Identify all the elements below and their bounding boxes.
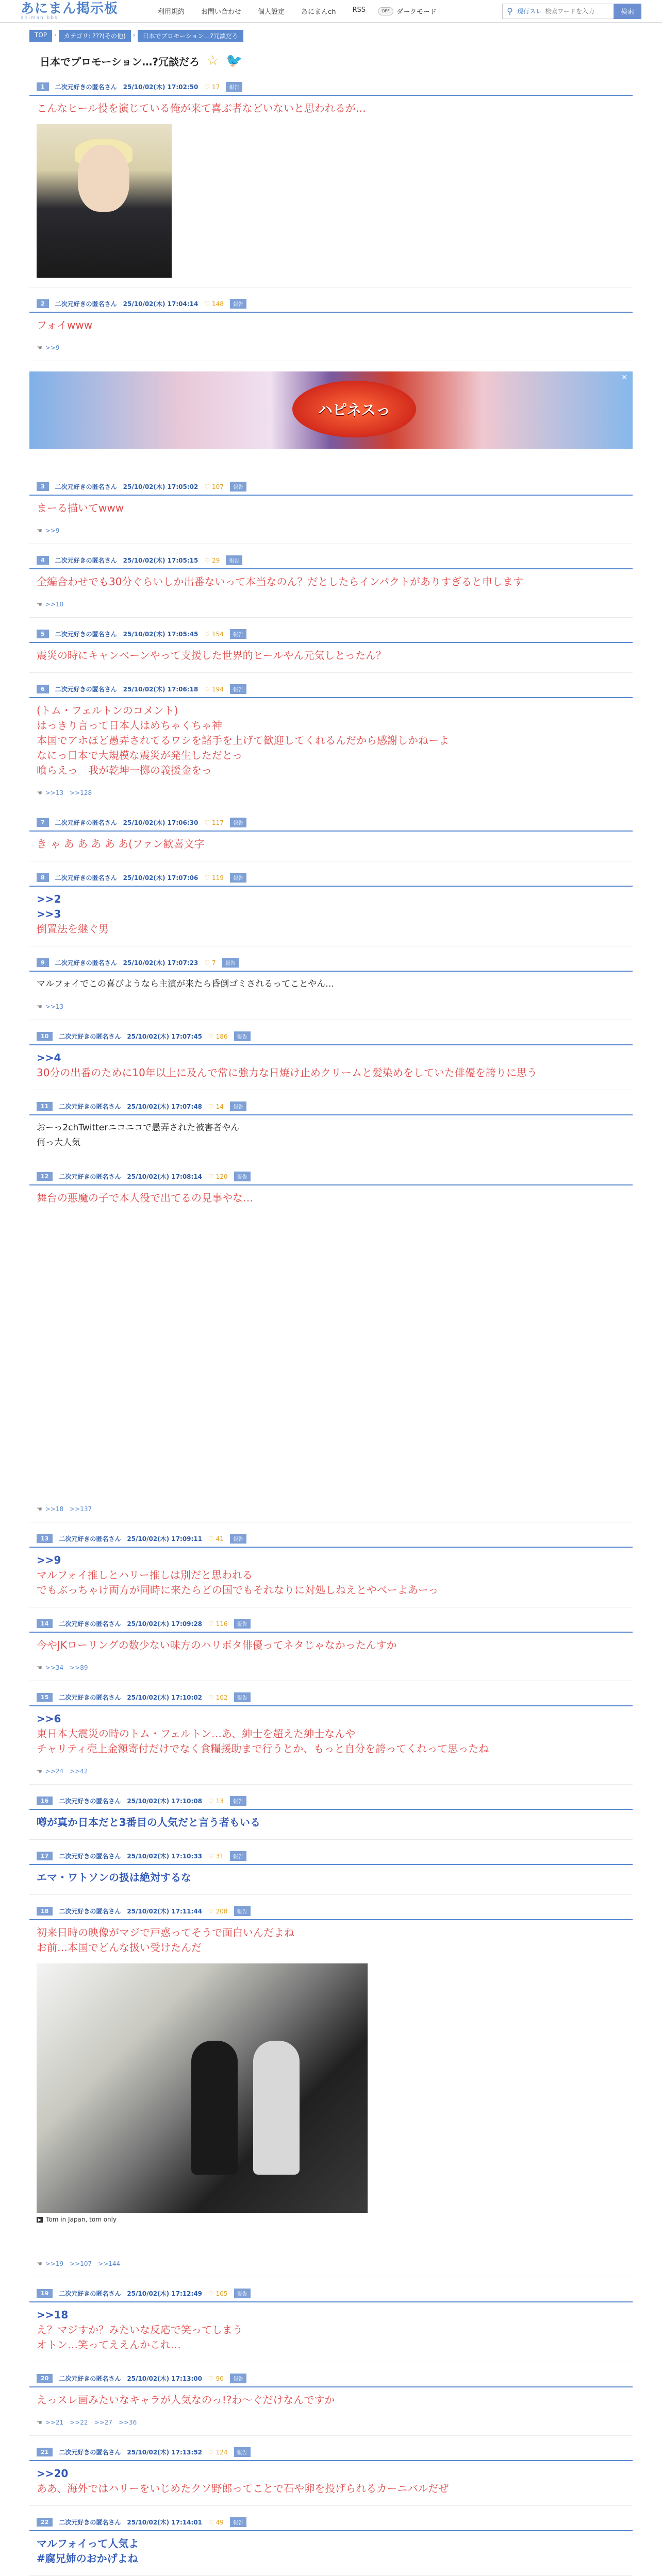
post-number[interactable]: 17	[37, 1852, 53, 1860]
site-logo[interactable]	[21, 2, 150, 21]
post-18	[29, 1904, 633, 2277]
banner-title: ハピネスっ	[292, 381, 416, 437]
report-button[interactable]: 報告	[230, 873, 246, 883]
dark-mode-label: ダークモード	[396, 8, 437, 16]
post-date: 25/10/02(木) 17:07:45	[127, 1033, 203, 1040]
post-text-line: 倒置法を継ぐ男	[37, 923, 109, 935]
post-header	[29, 480, 633, 496]
reply-link[interactable]: >>27	[94, 2419, 112, 2426]
dark-mode-toggle[interactable]	[378, 6, 436, 16]
poster-name: 二次元好きの匿名さん	[59, 1103, 121, 1110]
report-button[interactable]: 報告	[234, 1692, 251, 1702]
post-number[interactable]: 18	[37, 1907, 53, 1916]
post-10	[29, 1029, 633, 1090]
poster-name: 二次元好きの匿名さん	[55, 959, 117, 967]
reply-link[interactable]: >>137	[70, 1505, 92, 1513]
logo-sub: animan bbs	[21, 15, 58, 21]
post-date: 25/10/02(木) 17:05:02	[123, 483, 198, 490]
post-number[interactable]: 21	[37, 2448, 53, 2456]
post-number[interactable]: 10	[37, 1032, 53, 1041]
post-header	[29, 1532, 633, 1548]
reply-hand-icon: ☚	[37, 2260, 42, 2267]
post-text-line: き ゃ あ あ あ あ あ(ファン歓喜文字	[37, 838, 205, 850]
report-button[interactable]: 報告	[230, 299, 246, 309]
reply-list	[29, 516, 633, 534]
report-button[interactable]: 報告	[234, 1031, 251, 1041]
reply-link[interactable]: >>21	[45, 2419, 64, 2426]
like-count[interactable]: ♡ 117	[204, 819, 224, 826]
post-body	[29, 972, 633, 992]
reply-link[interactable]: >>13	[45, 789, 64, 796]
post-text-line: 舞台の悪魔の子で本人役で出てるの見事やな…	[37, 1192, 253, 1204]
post-number[interactable]: 14	[37, 1619, 53, 1628]
like-count[interactable]: ♡ 90	[208, 2375, 224, 2382]
report-button[interactable]: 報告	[234, 1619, 251, 1629]
reply-hand-icon: ☚	[37, 2419, 42, 2426]
post-header	[29, 2371, 633, 2387]
post-number[interactable]: 7	[37, 818, 49, 827]
post-body	[29, 1045, 633, 1080]
poster-name: 二次元好きの匿名さん	[59, 1694, 121, 1701]
post-date: 25/10/02(木) 17:06:18	[123, 686, 198, 693]
post-date: 25/10/02(木) 17:06:30	[123, 819, 198, 826]
like-count[interactable]: ♡ 29	[204, 556, 220, 564]
post-text-line: 噂が真か日本だと3番目の人気だと言う者もいる	[37, 1816, 260, 1828]
reply-anchor-link[interactable]: >>4	[37, 1052, 61, 1064]
video-caption[interactable]	[29, 2213, 633, 2223]
post-header	[29, 816, 633, 832]
post-date: 25/10/02(木) 17:09:28	[127, 1620, 203, 1628]
main-content	[19, 23, 643, 2576]
search-button[interactable]: 検索	[614, 4, 641, 19]
reply-link[interactable]: >>24	[45, 1768, 64, 1775]
reply-hand-icon: ☚	[37, 1003, 42, 1010]
post-16	[29, 1794, 633, 1840]
post-header	[29, 297, 633, 313]
post-header	[29, 1690, 633, 1706]
post-number[interactable]: 19	[37, 2289, 53, 2298]
like-count[interactable]: ♡ 186	[208, 1032, 228, 1040]
reply-link[interactable]: >>107	[70, 2260, 92, 2267]
reply-link[interactable]: >>144	[98, 2260, 121, 2267]
search-input[interactable]	[545, 8, 614, 15]
post-text-line: 東日本大震災の時のトム・フェルトン…あ、紳士を超えた紳士なんや	[37, 1727, 356, 1740]
post-date: 25/10/02(木) 17:14:01	[127, 2519, 203, 2526]
post-5	[29, 627, 633, 673]
report-button[interactable]: 報告	[234, 2289, 251, 2298]
post-17	[29, 1849, 633, 1895]
reply-anchor-link[interactable]: >>3	[37, 908, 61, 920]
post-header	[29, 1904, 633, 1920]
post-body	[29, 1810, 633, 1830]
post-date: 25/10/02(木) 17:07:06	[123, 874, 198, 882]
post-number[interactable]: 5	[37, 630, 49, 638]
post-21	[29, 2445, 633, 2506]
post-date: 25/10/02(木) 17:13:52	[127, 2449, 203, 2456]
poster-name: 二次元好きの匿名さん	[59, 2290, 121, 2297]
post-date: 25/10/02(木) 17:04:14	[123, 300, 198, 308]
ad-banner[interactable]	[29, 371, 633, 449]
post-text-line: マルフォイ推しとハリー推しは別だと思われる	[37, 1569, 253, 1581]
post-date: 25/10/02(木) 17:08:14	[127, 1173, 203, 1180]
reply-list	[29, 333, 633, 351]
crumb-separator: ›	[133, 31, 136, 39]
poster-name: 二次元好きの匿名さん	[59, 1535, 121, 1543]
post-header	[29, 627, 633, 643]
post-date: 25/10/02(木) 17:11:44	[127, 1908, 203, 1915]
post-8	[29, 871, 633, 946]
report-button[interactable]: 報告	[234, 1906, 251, 1916]
poster-name: 二次元好きの匿名さん	[55, 874, 117, 882]
post-header	[29, 1617, 633, 1633]
post-number[interactable]: 20	[37, 2374, 53, 2383]
post-body	[29, 2302, 633, 2352]
post-video-thumbnail[interactable]	[37, 1963, 368, 2213]
post-4	[29, 553, 633, 618]
post-14	[29, 1617, 633, 1681]
report-button[interactable]: 報告	[226, 555, 242, 565]
reply-link[interactable]: >>89	[70, 1664, 88, 1671]
post-text-line: 震災の時にキャンペーンやって支援した世界的ヒールやん元気しとったん？	[37, 649, 386, 662]
reply-link[interactable]: >>9	[45, 344, 60, 351]
breadcrumb	[29, 23, 633, 42]
post-body	[29, 1548, 633, 1598]
post-text-line: #腐兄姉のおかげよね	[37, 2552, 138, 2565]
poster-name: 二次元好きの匿名さん	[59, 1798, 121, 1805]
post-body	[29, 1185, 633, 1206]
post-number[interactable]: 22	[37, 2518, 53, 2527]
poster-name: 二次元好きの匿名さん	[55, 300, 117, 308]
crumb-separator: ›	[54, 31, 57, 39]
favorite-star-icon[interactable]: ☆	[207, 53, 219, 69]
poster-name: 二次元好きの匿名さん	[59, 2449, 121, 2456]
post-header	[29, 1794, 633, 1810]
post-header	[29, 682, 633, 698]
reply-list	[29, 992, 633, 1010]
reply-anchor-link[interactable]: >>20	[37, 2467, 69, 2480]
report-button[interactable]: 報告	[234, 1172, 251, 1181]
post-7	[29, 816, 633, 861]
reply-link[interactable]: >>13	[45, 1003, 64, 1010]
report-button[interactable]: 報告	[230, 629, 246, 639]
post-date: 25/10/02(木) 17:12:49	[127, 2290, 203, 2297]
toggle-switch[interactable]: OFF	[378, 7, 393, 15]
poster-name: 二次元好きの匿名さん	[55, 483, 117, 490]
like-count[interactable]: ♡ 194	[204, 685, 224, 693]
search-keyword-label[interactable]: 現行スレ	[517, 8, 542, 15]
post-number[interactable]: 11	[37, 1102, 53, 1111]
report-button[interactable]: 報告	[230, 818, 246, 827]
post-body	[29, 1115, 633, 1150]
like-count[interactable]: ♡ 208	[208, 1907, 228, 1915]
crumb-top[interactable]: TOP	[29, 30, 52, 42]
like-count[interactable]: ♡ 14	[208, 1103, 224, 1110]
post-number[interactable]: 1	[37, 82, 49, 91]
reply-anchor-link[interactable]: >>9	[37, 1554, 61, 1566]
post-body	[29, 643, 633, 663]
nav-rss[interactable]: RSS	[352, 6, 366, 14]
reply-link[interactable]: >>19	[45, 2260, 64, 2267]
figure-shape	[253, 2041, 300, 2175]
post-number[interactable]: 3	[37, 482, 49, 491]
poster-name: 二次元好きの匿名さん	[59, 1173, 121, 1180]
post-number[interactable]: 8	[37, 873, 49, 882]
report-button[interactable]: 報告	[230, 1534, 246, 1544]
post-number[interactable]: 6	[37, 685, 49, 693]
post-9	[29, 956, 633, 1020]
post-body	[29, 2461, 633, 2496]
post-header	[29, 956, 633, 972]
post-text-line: チャリティ売上金額寄付だけでなく食糧援助まで行うとか、もっと自分を誇ってくれって思ったね	[37, 1742, 489, 1755]
post-number[interactable]: 9	[37, 958, 49, 967]
report-button[interactable]: 報告	[230, 482, 246, 492]
post-date: 25/10/02(木) 17:10:33	[127, 1853, 203, 1860]
post-text-line: 30分の出番のために10年以上に及んで常に強力な日焼け止めクリームと髪染めをしていた俳優を誇りに思う	[37, 1066, 537, 1079]
post-body	[29, 698, 633, 778]
like-count[interactable]: ♡ 17	[204, 83, 220, 91]
post-body	[29, 313, 633, 333]
reply-link[interactable]: >>128	[70, 789, 92, 796]
post-image[interactable]	[37, 124, 172, 278]
like-count[interactable]: ♡ 7	[204, 959, 216, 967]
report-button[interactable]: 報告	[230, 1101, 246, 1111]
poster-name: 二次元好きの匿名さん	[59, 1908, 121, 1915]
reply-link[interactable]: >>22	[70, 2419, 88, 2426]
reply-hand-icon: ☚	[37, 1664, 42, 1671]
post-text-line: フォイwww	[37, 319, 93, 331]
post-body	[29, 496, 633, 516]
nav-terms[interactable]: 利用規約	[158, 8, 185, 16]
crumb-category[interactable]: カテゴリ: ???(その他)	[59, 30, 131, 42]
twitter-share-icon[interactable]: 🐦	[226, 53, 243, 69]
like-count[interactable]: ♡ 154	[204, 630, 224, 638]
image-face-shape	[78, 145, 129, 212]
post-text-line: オトン…笑ってええんかこれ…	[37, 2338, 181, 2351]
post-body	[29, 1920, 633, 1955]
post-text-line: おーっ2chTwitterニコニコで愚弄された被害者やん	[37, 1123, 240, 1133]
report-button[interactable]: 報告	[222, 958, 239, 968]
reply-link[interactable]: >>42	[70, 1768, 88, 1775]
post-text-line: (トム・フェルトンのコメント)	[37, 704, 178, 717]
post-text-line: なにっ日本で大規模な震災が発生しただとっ	[37, 749, 243, 761]
reply-list	[29, 2249, 633, 2267]
report-button[interactable]: 報告	[230, 684, 246, 694]
like-count[interactable]: ♡ 31	[208, 1852, 224, 1860]
like-count[interactable]: ♡ 148	[204, 300, 224, 308]
post-12	[29, 1170, 633, 1522]
post-body	[29, 1706, 633, 1756]
like-count[interactable]: ♡ 119	[204, 874, 224, 882]
post-22	[29, 2515, 633, 2576]
poster-name: 二次元好きの匿名さん	[55, 557, 117, 564]
post-text-line: 全編合わせでも30分ぐらいしか出番ないって本当なのん？だとしたらインパクトがありすぎると申します	[37, 575, 524, 588]
reply-hand-icon: ☚	[37, 1505, 42, 1513]
post-date: 25/10/02(木) 17:05:15	[123, 557, 198, 564]
figure-shape	[191, 2041, 238, 2175]
report-button[interactable]: 報告	[230, 2517, 246, 2527]
reply-hand-icon: ☚	[37, 1768, 42, 1775]
nav-settings[interactable]: 個人設定	[258, 8, 285, 16]
poster-name: 二次元好きの匿名さん	[59, 2519, 121, 2526]
post-text-line: 本国でアホほど愚弄されてるワシを諸手を上げて歓迎してくれるんだから感謝しかねーよ	[37, 734, 449, 747]
page-title: 日本でプロモーション…?冗談だろ	[40, 55, 200, 68]
reply-link[interactable]: >>10	[45, 601, 64, 608]
post-header	[29, 2286, 633, 2302]
post-header	[29, 2515, 633, 2531]
poster-name: 二次元好きの匿名さん	[55, 631, 117, 638]
post-number[interactable]: 4	[37, 556, 49, 565]
post-date: 25/10/02(木) 17:13:00	[127, 2375, 203, 2382]
reply-anchor-link[interactable]: >>2	[37, 893, 61, 905]
logo-main: あにまん掲示板	[21, 1, 119, 16]
poster-name: 二次元好きの匿名さん	[59, 2375, 121, 2382]
nav-animanch[interactable]: あにまんch	[301, 8, 336, 16]
search-icon: ⚲	[507, 6, 513, 16]
thread-title-row	[40, 53, 633, 69]
post-text-line: でもぶっちゃけ両方が同時に来たらどの国でもそれなりに対処しねえとやべーよあーっ	[37, 1584, 439, 1596]
post-text-line: 初来日時の映像がマジで戸惑ってそうで面白いんだよね	[37, 1926, 294, 1939]
poster-name: 二次元好きの匿名さん	[55, 819, 117, 826]
post-text-line: 何っ大人気	[37, 1138, 80, 1148]
post-text-line: え？マジすか？みたいな反応で笑ってしまう	[37, 2324, 243, 2336]
reply-hand-icon: ☚	[37, 601, 42, 608]
post-15	[29, 1690, 633, 1785]
post-text-line: マルフォイって人気よ	[37, 2537, 139, 2550]
post-body	[29, 1865, 633, 1885]
post-body	[29, 2387, 633, 2408]
post-number[interactable]: 15	[37, 1693, 53, 1702]
poster-name: 二次元好きの匿名さん	[59, 1853, 121, 1860]
crumb-thread[interactable]: 日本でプロモーション…?冗談だろ	[138, 30, 243, 42]
post-header	[29, 2445, 633, 2461]
post-6	[29, 682, 633, 806]
like-count[interactable]: ♡ 102	[208, 1693, 228, 1701]
like-count[interactable]: ♡ 120	[208, 1173, 228, 1180]
post-header	[29, 1029, 633, 1045]
post-body	[29, 1633, 633, 1653]
post-header	[29, 1849, 633, 1865]
reply-anchor-link[interactable]: >>18	[37, 2309, 69, 2321]
post-body	[29, 887, 633, 937]
post-header	[29, 871, 633, 887]
reply-link[interactable]: >>34	[45, 1664, 64, 1671]
post-date: 25/10/02(木) 17:10:08	[127, 1798, 203, 1805]
media-spacer	[29, 2223, 633, 2249]
site-header	[0, 0, 662, 23]
report-button[interactable]: 報告	[230, 1796, 246, 1806]
poster-name: 二次元好きの匿名さん	[59, 1033, 121, 1040]
post-header	[29, 80, 633, 96]
reply-list	[29, 589, 633, 608]
post-header	[29, 553, 633, 569]
reply-list	[29, 2408, 633, 2426]
reply-list	[29, 1756, 633, 1775]
post-11	[29, 1099, 633, 1160]
post-text-line: まーる描いてwww	[37, 502, 124, 514]
poster-name: 二次元好きの匿名さん	[55, 83, 117, 91]
like-count[interactable]: ♡ 107	[204, 483, 224, 490]
post-text-line: こんなヒール役を演じている俺が来て喜ぶ者などいないと思われるが…	[37, 102, 366, 114]
post-body	[29, 569, 633, 589]
report-button[interactable]: 報告	[230, 1851, 246, 1861]
post-date: 25/10/02(木) 17:09:11	[127, 1535, 203, 1543]
post-text-line: エマ・ワトソンの扱は絶対するな	[37, 1871, 191, 1884]
reply-hand-icon: ☚	[37, 527, 42, 534]
post-number[interactable]: 2	[37, 299, 49, 308]
reply-hand-icon: ☚	[37, 344, 42, 351]
like-count[interactable]: ♡ 41	[208, 1535, 224, 1543]
post-3	[29, 480, 633, 544]
post-number[interactable]: 16	[37, 1797, 53, 1805]
post-13	[29, 1532, 633, 1607]
nav-contact[interactable]: お問い合わせ	[201, 8, 242, 16]
video-caption-text: Tom in Japan, tom only	[46, 2216, 117, 2223]
reply-list	[29, 1494, 633, 1513]
post-body	[29, 832, 633, 852]
poster-name: 二次元好きの匿名さん	[59, 1620, 121, 1628]
post-text-line: はっきり言って日本人はめちゃくちゃ神	[37, 719, 222, 732]
post-20	[29, 2371, 633, 2436]
post-number[interactable]: 13	[37, 1534, 53, 1543]
like-count[interactable]: ♡ 105	[208, 2290, 228, 2297]
reply-link[interactable]: >>18	[45, 1505, 64, 1513]
post-1	[29, 80, 633, 287]
post-date: 25/10/02(木) 17:10:02	[127, 1694, 203, 1701]
post-body	[29, 96, 633, 116]
reply-link[interactable]: >>9	[45, 527, 60, 534]
reply-anchor-link[interactable]: >>6	[37, 1713, 61, 1725]
post-text-line: 喰らえっ 我が乾坤一擲の義援金をっ	[37, 764, 212, 776]
post-text-line: えっスレ画みたいなキャラが人気なのっ!?わ～ぐだけなんですか	[37, 2394, 335, 2406]
post-number[interactable]: 12	[37, 1172, 53, 1181]
like-count[interactable]: ♡ 13	[208, 1797, 224, 1805]
post-date: 25/10/02(木) 17:07:48	[127, 1103, 203, 1110]
reply-link[interactable]: >>36	[118, 2419, 137, 2426]
report-button[interactable]: 報告	[230, 2374, 246, 2383]
reply-hand-icon: ☚	[37, 789, 42, 796]
embedded-video-area[interactable]	[29, 1206, 633, 1494]
video-icon: ▶	[37, 2217, 43, 2223]
post-19	[29, 2286, 633, 2362]
post-list	[29, 80, 633, 2576]
post-body	[29, 2531, 633, 2566]
post-header	[29, 1099, 633, 1115]
post-text-line: お前…本国でどんな扱い受けたんだ	[37, 1941, 202, 1954]
poster-name: 二次元好きの匿名さん	[55, 686, 117, 693]
reply-list	[29, 1653, 633, 1671]
post-text-line: 今やJKローリングの数少ない味方のハリポタ俳優ってネタじゃなかったんすか	[37, 1639, 397, 1651]
post-text-line: マルフォイでこの喜びようなら主演が来たら昏倒ゴミされるってことやん…	[37, 979, 335, 989]
header-nav	[150, 6, 374, 16]
report-button[interactable]: 報告	[226, 82, 242, 92]
post-text-line: ああ、海外ではハリーをいじめたクソ野郎ってことで石や卵を投げられるカーニバルだぜ	[37, 2482, 449, 2495]
post-2	[29, 297, 633, 361]
post-header	[29, 1170, 633, 1185]
search-box	[502, 4, 641, 19]
close-icon[interactable]: ✕	[621, 374, 627, 382]
like-count[interactable]: ♡ 49	[208, 2518, 224, 2526]
post-date: 25/10/02(木) 17:02:50	[123, 83, 198, 91]
post-date: 25/10/02(木) 17:05:45	[123, 631, 198, 638]
report-button[interactable]: 報告	[234, 2447, 251, 2457]
like-count[interactable]: ♡ 124	[208, 2448, 228, 2456]
like-count[interactable]: ♡ 116	[208, 1620, 228, 1628]
reply-list	[29, 778, 633, 796]
post-date: 25/10/02(木) 17:07:23	[123, 959, 198, 967]
